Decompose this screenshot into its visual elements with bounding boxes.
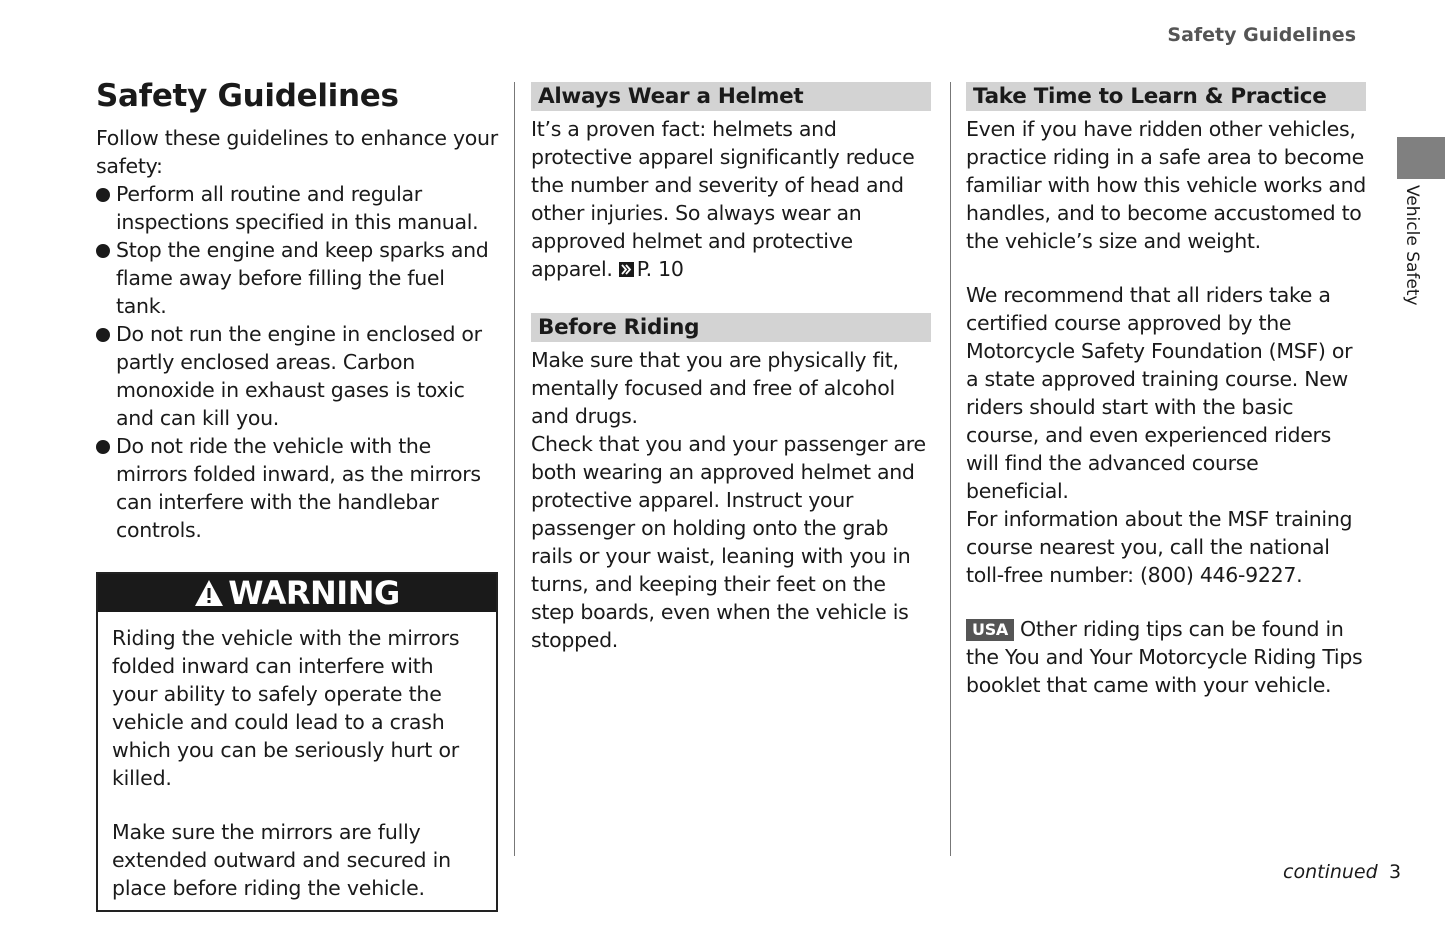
- before-riding-text: Make sure that you are physically fit, mentally focused and free of alcohol and drugs.: [531, 348, 899, 428]
- warning-triangle-icon: [194, 579, 224, 607]
- intro-text: Follow these guidelines to enhance your safety:: [96, 126, 498, 178]
- before-riding-text: Check that you and your passenger are both wearing an approved helmet and protective apparel. Instruct your passenger on holding onto the grab rails or your waist, leaning with you in turns, and keeping their feet on the step boards, even when the vehicle is stopped.: [531, 432, 926, 652]
- section-heading-before-riding: Before Riding: [531, 313, 931, 342]
- learn-text: We recommend that all riders take a certified course approved by the Motorcycle Safety Foundation (MSF) or a state approved training course. New riders should start with the basic course, and even experienced riders will find the advanced course beneficial.: [966, 283, 1353, 503]
- list-item: Do not run the engine in enclosed or partly enclosed areas. Carbon monoxide in exhaust gases is toxic and can kill you.: [96, 320, 500, 432]
- page-title: Safety Guidelines: [96, 78, 399, 114]
- continued-label: continued: [1283, 861, 1378, 883]
- warning-label: WARNING: [228, 574, 400, 612]
- list-item: Perform all routine and regular inspections specified in this manual.: [96, 180, 500, 236]
- bullet-icon: [96, 328, 110, 342]
- guideline-list: [96, 180, 500, 544]
- running-header: Safety Guidelines: [1167, 24, 1356, 46]
- helmet-text: It’s a proven fact: helmets and protective apparel significantly reduce the number and severity of head and other injuries. So always wear an approved helmet and protective apparel. P. 10: [531, 117, 915, 281]
- section-heading-helmet: Always Wear a Helmet: [531, 82, 931, 111]
- column-divider: [950, 82, 951, 856]
- learn-text: USA Other riding tips can be found in the You and Your Motorcycle Riding Tips booklet that came with your vehicle.: [966, 617, 1363, 697]
- column-helmet-riding: [531, 78, 931, 654]
- side-tab-label: Vehicle Safety: [1402, 185, 1422, 306]
- warning-text: Riding the vehicle with the mirrors folded inward can interfere with your ability to safely operate the vehicle and could lead to a crash which you can be seriously hurt or killed.: [112, 626, 460, 790]
- cross-reference-icon: [619, 262, 634, 277]
- learn-text: Even if you have ridden other vehicles, practice riding in a safe area to become familiar with how this vehicle works and handles, and to become accustomed to the vehicle’s size and weight.: [966, 117, 1366, 253]
- bullet-icon: [96, 244, 110, 258]
- warning-box: [96, 572, 498, 912]
- list-item: Stop the engine and keep sparks and flame away before filling the fuel tank.: [96, 236, 500, 320]
- page-reference-link[interactable]: P. 10: [636, 257, 684, 281]
- warning-body: [98, 612, 496, 910]
- learn-text: For information about the MSF training course nearest you, call the national toll-free number: (800) 446-9227.: [966, 507, 1353, 587]
- column-learn-practice: [966, 78, 1366, 699]
- page-number: 3: [1389, 861, 1402, 883]
- column-divider: [514, 82, 515, 856]
- warning-text: Make sure the mirrors are fully extended outward and secured in place before riding the vehicle.: [112, 820, 451, 900]
- bullet-icon: [96, 440, 110, 454]
- bullet-icon: [96, 188, 110, 202]
- list-item: Do not ride the vehicle with the mirrors folded inward, as the mirrors can interfere with the handlebar controls.: [96, 432, 500, 544]
- usa-badge: USA: [966, 619, 1014, 641]
- column-safety-guidelines: [96, 78, 500, 912]
- section-heading-learn-practice: Take Time to Learn & Practice: [966, 82, 1366, 111]
- side-tab-marker: [1397, 137, 1445, 179]
- warning-header: [98, 574, 496, 612]
